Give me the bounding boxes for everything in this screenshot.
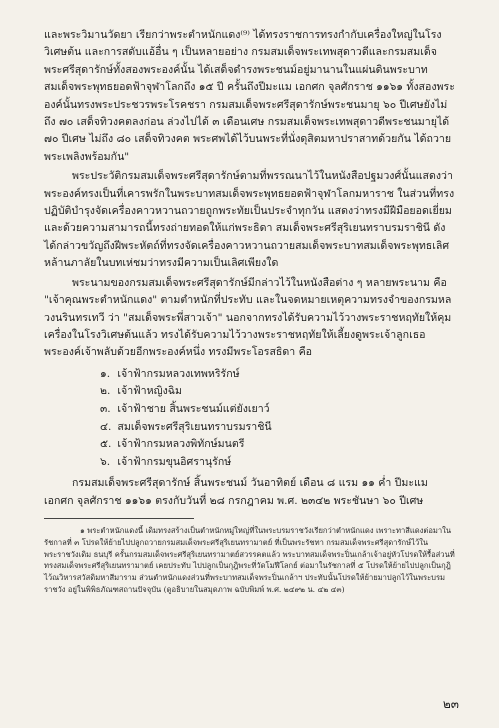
list-number: ๓.: [100, 402, 111, 415]
list-item: [44, 436, 455, 454]
list-item: [44, 401, 455, 419]
list-item: [44, 419, 455, 437]
child-name: สมเด็จพระศรีสุริเยนทราบรมราชินี: [117, 420, 272, 433]
paragraph-2: พระประวัติกรมสมเด็จพระศรีสุดารักษ์ตามที่พรรณนาไว้ในหนังสือปฐมวงศ์นั้นแสดงว่าพระองค์ทรงเป็นที่เคารพรักในพระบาทสมเด็จพระพุทธยอดฟ้าจุฬาโลกมหาราช ในส่วนที่ทรงปฏิบัติบำรุงจัดเครื่องคาวหวานถวายถูกพระทัยเป็นประจำทุกวัน แสดงว่าทรงมีฝีมือยอดเยี่ยมและด้วยความสามารถนี้ทรงถ่ายทอดให้แก่พระธิดา สมเด็จพระศรีสุริเยนทราบรมราชินี ดังได้กล่าวขวัญถึงฝีพระหัตถ์ที่ทรงจัดเครื่องคาวหวานถวายสมเด็จพระบาทสมเด็จพระพุทธเลิศหล้านภาลัยในบทเห่ชมว่าทรงมีความเป็นเลิศเพียงใด: [44, 170, 455, 270]
footnote: [44, 525, 455, 596]
body-text: [44, 27, 455, 510]
child-name: เจ้าฟ้าชาย สิ้นพระชนม์แต่ยังเยาว์: [117, 402, 270, 415]
list-number: ๖.: [100, 455, 111, 468]
list-number: ๑.: [100, 367, 111, 380]
list-item: [44, 454, 455, 472]
list-item: [44, 366, 455, 384]
child-name: เจ้าฟ้ากรมหลวงพิทักษ์มนตรี: [117, 438, 245, 451]
list-number: ๒.: [100, 385, 111, 398]
children-list: [44, 366, 455, 472]
list-item: [44, 383, 455, 401]
list-number: ๕.: [100, 438, 112, 451]
closing-paragraph: กรมสมเด็จพระศรีสุดารักษ์ สิ้นพระชนม์ วันอาทิตย์ เดือน ๘ แรม ๑๑ ค่ำ ปีมะแม เอกศก จุลศักราช ๑๑๖๑ ตรงกับวันที่ ๒๘ กรกฎาคม พ.ศ. ๒๓๔๒ พระชันษา ๖๐ ปีเศษ: [44, 477, 428, 507]
list-number: ๔.: [100, 420, 112, 433]
footnote-divider: [44, 518, 194, 519]
paragraph-3: พระนามของกรมสมเด็จพระศรีสุดารักษ์มีกล่าวไว้ในหนังสือต่าง ๆ หลายพระนาม คือ "เจ้าคุณพระตำหนักแดง" ตามตำหนักที่ประทับ และในจดหมายเหตุความทรงจำของกรมหลวงนรินทรเทวี ว่า "สมเด็จพระพี่สาวเจ้า" นอกจากทรงได้รับความไว้วางพระราชหฤทัยให้คุมเครื่องในโรงวิเศษต้นแล้ว ทรงได้รับความไว้วางพระราชหฤทัยให้เลี้ยงดูพระเจ้าลูกเธอ พระองค์เจ้าพลับด้วยอีกพระองค์หนึ่ง ทรงมีพระโอรสธิดา คือ: [44, 276, 452, 359]
child-name: เจ้าฟ้ากรมขุนอิศรานุรักษ์: [117, 455, 232, 468]
paragraph-1: และพระวิมานวัดยา เรียกว่าพระตำหนักแดง⁽⁹⁾ ได้ทรงราชการทรงกำกับเครื่องใหญ่ในโรงวิเศษต้น และการสดับแอ้อื่น ๆ เป็นหลายอย่าง กรมสมเด็จพระเทพสุดาวดีและกรมสมเด็จพระศรีสุดารักษ์ทั้งสองพระองค์นั้น ได้เสด็จดำรงพระชนม์อยู่มานานในแผ่นดินพระบาทสมเด็จพระพุทธยอดฟ้าจุฬาโลกถึง ๑๕ ปี ครั้นถึงปีมะแม เอกศก จุลศักราช ๑๑๖๑ ทั้งสองพระองค์นั้นทรงพระประชวรพระโรคชรา กรมสมเด็จพระศรีสุดารักษ์พระชนมายุ ๖๐ ปีเศษยังไม่ถึง ๗๐ เสด็จทิวงคตลงก่อน ล่วงไปได้ ๓ เดือนเศษ กรมสมเด็จพระเทพสุดาวดีพระชนมายุได้ ๗๐ ปีเศษ ไม่ถึง ๘๐ เสด็จทิวงคต พระศพได้ไว้บนพระที่นั่งดุสิตมหาปราสาทด้วยกัน ได้ถวายพระเพลิงพร้อมกัน": [44, 29, 455, 163]
child-name: เจ้าฟ้าหญิงฉิม: [117, 385, 182, 398]
page-number: ๒๓: [442, 697, 459, 711]
child-name: เจ้าฟ้ากรมหลวงเทพหริรักษ์: [117, 367, 240, 380]
footnote-text: ๑ พระตำหนักแดงนี้ เดิมทรงสร้างเป็นตำหนักหมู่ใหญ่ที่ในพระบรมราชวังเรียกว่าตำหนักแดง เพราะทาสีแดงต่อมาในรัชกาลที่ ๓ โปรดให้ย้ายไปปลูกถวายกรมสมเด็จพระศรีสุริเยนทรามาตย์ ที่เป็นพระรัชทา กรมสมเด็จพระศรีสุดารักษ์ไว้ในพระราชวังเดิม ธนบุรี ครั้นกรมสมเด็จพระศรีสุริเยนทรามาตย์สวรรคตแล้ว พระบาทสมเด็จพระปิ่นเกล้าเจ้าอยู่หัวโปรดให้รื้อส่วนที่ทรงสมเด็จพระศรีสุริเยนทรามาตย์ เคยประทับ ไปปลูกเป็นกุฎิพระที่วัดโมฬีโลกย์ ต่อมาในรัชกาลที่ ๕ โปรดให้ย้ายไปปลูกเป็นกุฎิไว้ณวิหารสวัสดิมหาสีมาราม ส่วนตำหนักแดงส่วนที่พระบาทสมเด็จพระปิ่นเกล้าฯ ประทับนั้นโปรดให้ย้ายมาปลูกไว้ในพระบรมราชวัง อยู่ในพิพิธภัณฑสถานปัจจุบัน (ดูอธิบายในสมุดภาพ ฉบับพิมพ์ พ.ศ. ๒๔๙๒ น. ๔๒ ๔๓): [44, 526, 455, 595]
